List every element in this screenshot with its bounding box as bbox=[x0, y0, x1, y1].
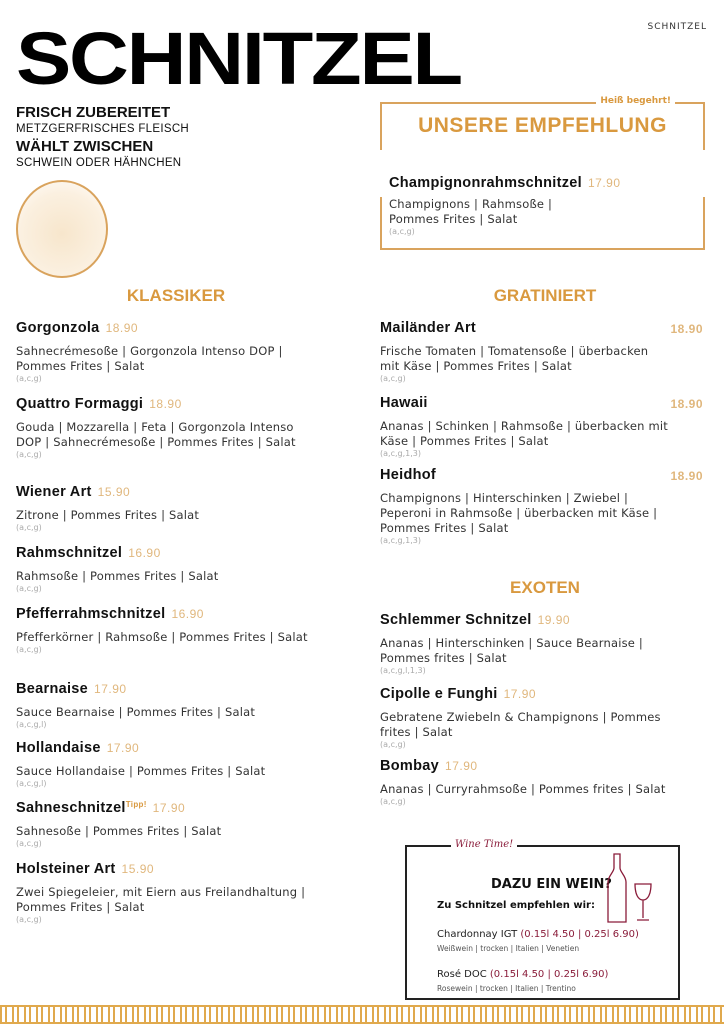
item-tag: Tipp! bbox=[125, 800, 147, 809]
schnitzel-plate-illustration bbox=[16, 180, 108, 278]
item-name: Rahmschnitzel bbox=[16, 545, 123, 561]
recommendation-tag: Heiß begehrt! bbox=[596, 96, 675, 106]
greek-key-border bbox=[0, 1005, 724, 1024]
item-price: 17.90 bbox=[445, 759, 478, 773]
menu-item bbox=[380, 320, 703, 383]
item-name: Bearnaise bbox=[16, 681, 89, 697]
item-allergens: (a,c,g) bbox=[16, 915, 42, 924]
item-allergens: (a,c,g,l,1,3) bbox=[380, 666, 426, 675]
item-name: Schlemmer Schnitzel bbox=[380, 612, 532, 628]
item-price: 18.90 bbox=[670, 469, 703, 483]
wine-prices: (0.15l 4.50 | 0.25l 6.90) bbox=[489, 969, 609, 980]
item-allergens: (a,c,g) bbox=[16, 645, 42, 654]
item-allergens: (a,c,g) bbox=[16, 450, 42, 459]
item-allergens: (a,c,g,l) bbox=[16, 779, 47, 788]
item-price: 18.90 bbox=[670, 322, 703, 336]
subtitle-4: SCHWEIN ODER HÄHNCHEN bbox=[16, 157, 182, 169]
wine-prices: (0.15l 4.50 | 0.25l 6.90) bbox=[520, 929, 639, 940]
corner-label: SCHNITZEL bbox=[647, 22, 707, 32]
menu-item bbox=[380, 612, 695, 675]
item-price: 18.90 bbox=[670, 397, 703, 411]
item-price: 16.90 bbox=[171, 607, 204, 621]
item-desc: Zitrone | Pommes Frites | Salat bbox=[16, 508, 200, 522]
item-desc: Champignons | Hinterschinken | Zwiebel | Peperoni in Rahmsoße | überbacken mit Käse | Pommes Frites | Salat bbox=[380, 491, 658, 535]
menu-item bbox=[16, 320, 331, 383]
item-allergens: (a,c,g,l) bbox=[16, 720, 47, 729]
item-desc: Champignons | Rahmsoße | Pommes Frites | Salat bbox=[389, 197, 553, 226]
item-desc: Ananas | Hinterschinken | Sauce Bearnaise | Pommes frites | Salat bbox=[380, 636, 643, 665]
item-desc: Sauce Bearnaise | Pommes Frites | Salat bbox=[16, 705, 256, 719]
menu-item bbox=[380, 758, 695, 806]
item-name: Heidhof bbox=[380, 467, 437, 483]
item-price: 17.90 bbox=[94, 682, 127, 696]
recommendation-box bbox=[380, 96, 705, 250]
subtitle-3: WÄHLT ZWISCHEN bbox=[16, 138, 154, 155]
item-allergens: (a,c,g) bbox=[380, 797, 406, 806]
item-price: 16.90 bbox=[128, 546, 161, 560]
item-allergens: (a,c,g) bbox=[16, 523, 42, 532]
item-name: Mailänder Art bbox=[380, 320, 477, 336]
item-name: Champignonrahmschnitzel bbox=[389, 175, 582, 191]
item-price: 19.90 bbox=[537, 613, 571, 627]
menu-item bbox=[16, 800, 331, 848]
wine-question: DAZU EIN WEIN? bbox=[491, 877, 612, 892]
item-desc: Zwei Spiegeleier, mit Eiern aus Freilandhaltung | Pommes Frites | Salat bbox=[16, 885, 306, 914]
item-allergens: (a,c,g) bbox=[380, 740, 406, 749]
menu-item bbox=[380, 395, 703, 458]
section-title-exoten: EXOTEN bbox=[510, 578, 580, 597]
wine-subtitle: Zu Schnitzel empfehlen wir: bbox=[437, 900, 595, 911]
menu-item bbox=[16, 484, 331, 532]
item-allergens: (a,c,g) bbox=[389, 227, 415, 236]
item-price: 17.90 bbox=[588, 176, 621, 190]
item-name: Hollandaise bbox=[16, 740, 101, 756]
item-price: 15.90 bbox=[97, 485, 131, 499]
menu-item bbox=[16, 861, 331, 924]
item-allergens: (a,c,g,1,3) bbox=[380, 536, 421, 545]
recommendation-title: UNSERE EMPFEHLUNG bbox=[418, 114, 667, 137]
item-allergens: (a,c,g,1,3) bbox=[380, 449, 421, 458]
item-desc: Gouda | Mozzarella | Feta | Gorgonzola Intenso DOP | Sahnecrémesoße | Pommes Frites | Salat bbox=[16, 420, 296, 449]
item-desc: Pfefferkörner | Rahmsoße | Pommes Frites | Salat bbox=[16, 630, 308, 644]
menu-item bbox=[380, 686, 695, 749]
item-name: Quattro Formaggi bbox=[16, 396, 144, 412]
item-desc: Rahmsoße | Pommes Frites | Salat bbox=[16, 569, 219, 583]
section-title-klassiker: KLASSIKER bbox=[126, 286, 226, 305]
item-name: Sahneschnitzel bbox=[16, 800, 126, 816]
item-desc: Sahnesoße | Pommes Frites | Salat bbox=[16, 824, 222, 838]
wine-tag: Wine Time! bbox=[451, 839, 517, 850]
wine-name: Rosé DOC bbox=[437, 969, 487, 980]
item-price: 17.90 bbox=[152, 801, 186, 815]
wine-item bbox=[437, 969, 608, 980]
section-title-gratiniert: GRATINIERT bbox=[493, 286, 597, 305]
item-price: 18.90 bbox=[105, 321, 139, 335]
item-name: Wiener Art bbox=[16, 484, 92, 500]
item-allergens: (a,c,g) bbox=[16, 839, 42, 848]
item-price: 17.90 bbox=[106, 741, 140, 755]
item-price: 18.90 bbox=[149, 397, 182, 411]
menu-item bbox=[16, 681, 331, 729]
item-price: 15.90 bbox=[121, 862, 155, 876]
item-desc: Sauce Hollandaise | Pommes Frites | Salat bbox=[16, 764, 266, 778]
item-name: Holsteiner Art bbox=[16, 861, 116, 877]
menu-item bbox=[16, 396, 331, 459]
menu-item bbox=[380, 467, 703, 545]
item-desc: Sahnecrémesoße | Gorgonzola Intenso DOP | Pommes Frites | Salat bbox=[16, 344, 283, 373]
item-name: Cipolle e Funghi bbox=[380, 686, 498, 702]
item-desc: Ananas | Schinken | Rahmsoße | überbacken mit Käse | Pommes Frites | Salat bbox=[380, 419, 668, 448]
menu-item bbox=[16, 740, 331, 788]
recommendation-frame-bottom bbox=[380, 197, 705, 250]
subtitle-1: FRISCH ZUBEREITET bbox=[16, 104, 171, 121]
item-name: Hawaii bbox=[380, 395, 428, 411]
item-allergens: (a,c,g) bbox=[16, 374, 42, 383]
item-name: Gorgonzola bbox=[16, 320, 100, 336]
wine-desc: Weißwein | trocken | Italien | Venetien bbox=[437, 944, 580, 953]
wine-name: Chardonnay IGT bbox=[437, 929, 518, 940]
menu-item bbox=[16, 545, 331, 593]
item-allergens: (a,c,g) bbox=[380, 374, 406, 383]
item-price: 17.90 bbox=[503, 687, 537, 701]
item-allergens: (a,c,g) bbox=[16, 584, 42, 593]
wine-desc: Rosewein | trocken | Italien | Trentino bbox=[437, 984, 576, 993]
menu-item bbox=[16, 606, 331, 654]
wine-item bbox=[437, 929, 639, 940]
item-desc: Gebratene Zwiebeln & Champignons | Pommes frites | Salat bbox=[380, 710, 661, 739]
wine-box bbox=[405, 839, 680, 1000]
item-desc: Ananas | Curryrahmsoße | Pommes frites | Salat bbox=[380, 782, 666, 796]
subtitle-2: METZGERFRISCHES FLEISCH bbox=[16, 123, 190, 135]
item-desc: Frische Tomaten | Tomatensoße | überbacken mit Käse | Pommes Frites | Salat bbox=[380, 344, 649, 373]
item-name: Pfefferrahmschnitzel bbox=[16, 606, 166, 622]
item-name: Bombay bbox=[380, 758, 440, 774]
page-title: SCHNITZEL bbox=[16, 17, 461, 100]
wine-bottle-glass-icon bbox=[605, 852, 657, 927]
